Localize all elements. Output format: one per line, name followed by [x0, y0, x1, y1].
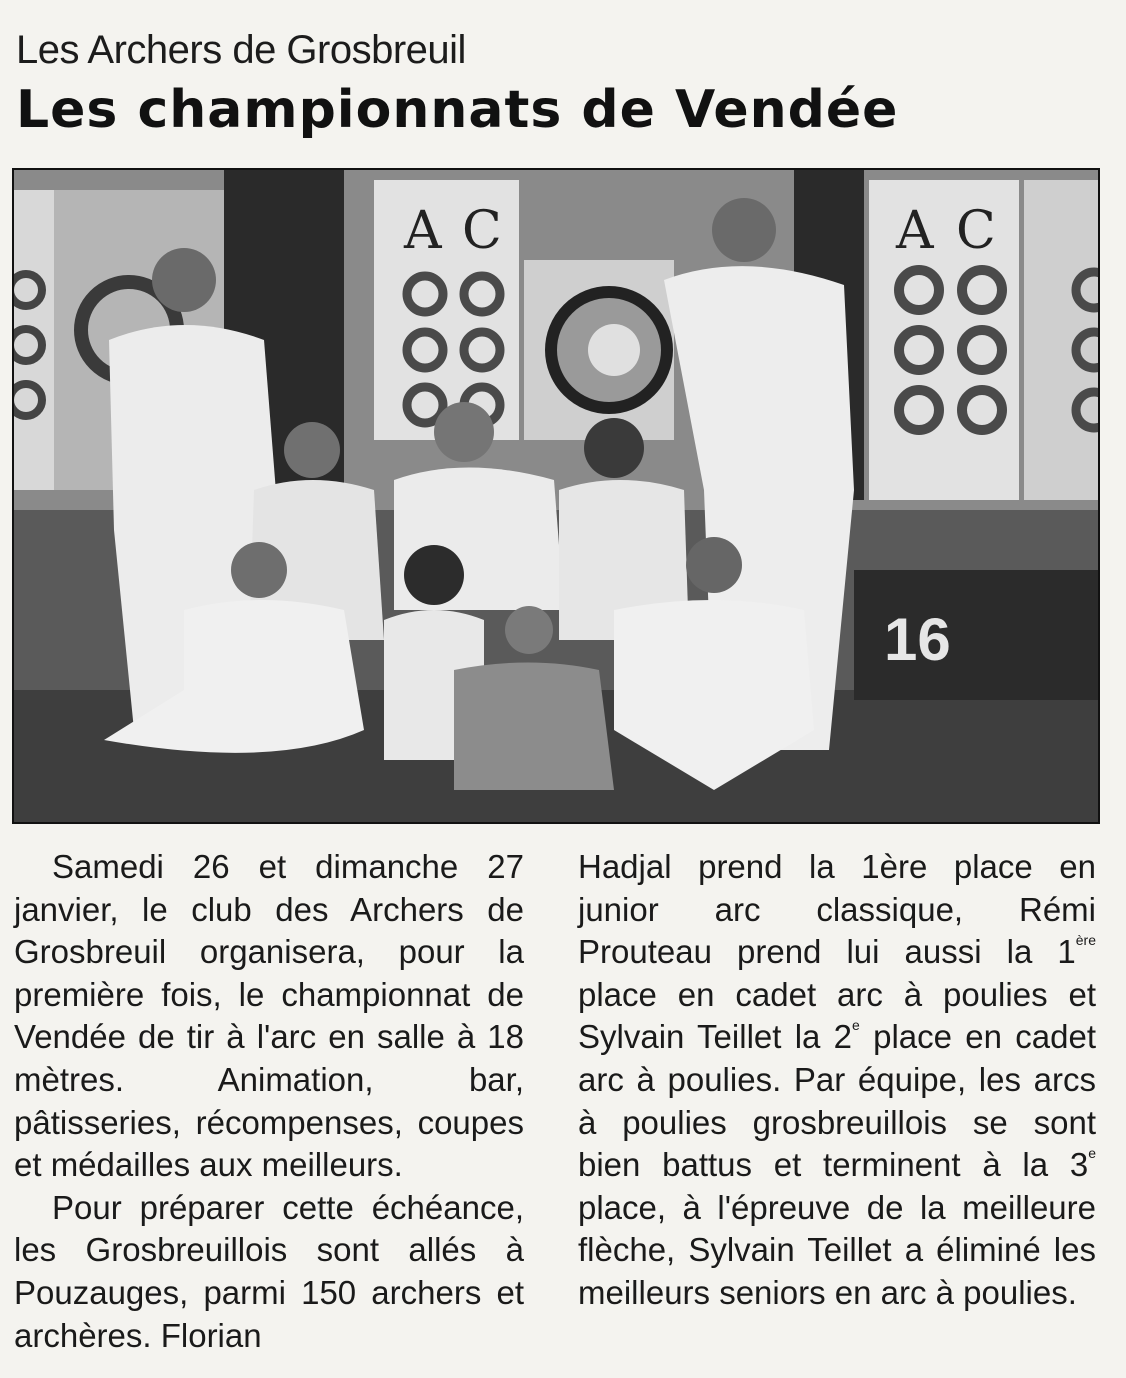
target-letter: A	[404, 201, 442, 261]
ordinal-superscript: e	[852, 1017, 860, 1034]
team-photo-illustration	[14, 170, 1098, 822]
article-paragraph: Samedi 26 et dimanche 27 janvier, le club des Archers de Grosbreuil organisera, pour la première fois, le championnat de Vendée de tir à l'arc en salle à 18 mètres. Animation, bar, pâtisseries, récompenses, coupes et médailles aux meilleurs.	[14, 848, 524, 1184]
target-board-left	[14, 190, 54, 490]
article-paragraph: Pour préparer cette échéance, les Grosbreuillois sont allés à Pouzauges, parmi 150 archers et archères. Florian	[14, 1188, 524, 1354]
text-run: place en cadet arc à poulies. Par équipe, les arcs à poulies grosbreuillois se sont bien battus et terminent à la 3	[578, 1018, 1096, 1184]
article-headline: Les championnats de Vendée	[16, 80, 899, 140]
text-run: Hadjal prend la 1ère place en junior arc classique, Rémi Prouteau prend lui aussi la 1	[578, 848, 1096, 971]
target-letter: C	[462, 201, 502, 261]
ordinal-superscript: e	[1088, 1145, 1096, 1162]
team-photo	[12, 168, 1100, 824]
text-run: place, à l'épreuve de la meilleure flèche, Sylvain Teillet a éliminé les meilleurs seniors en arc à poulies.	[578, 1188, 1096, 1311]
target-letter: C	[956, 201, 996, 261]
ordinal-superscript: ère	[1075, 932, 1096, 949]
article-column-left	[14, 846, 524, 1357]
article-column-right	[578, 846, 1096, 1315]
lane-number: 16	[884, 606, 951, 673]
text-run: place en cadet arc à poulies et Sylvain Teillet la 2	[578, 975, 1096, 1056]
target-letter: A	[896, 201, 934, 261]
article-paragraph	[578, 846, 1096, 1315]
article-kicker: Les Archers de Grosbreuil	[16, 28, 466, 72]
